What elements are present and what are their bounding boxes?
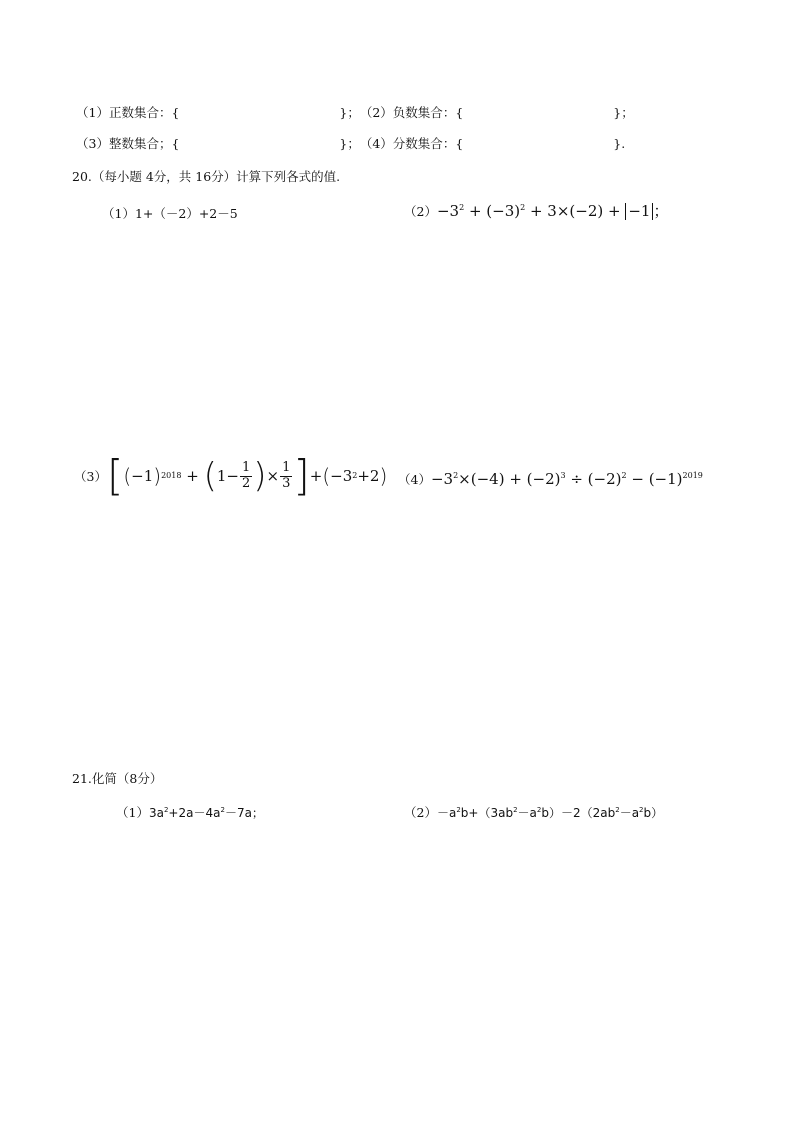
- exp-2019: 2019: [682, 471, 703, 480]
- q20-part-4-label: （4）: [398, 472, 431, 487]
- negative-set-end: }；: [613, 105, 634, 120]
- q20-part-2-label: （2）: [404, 204, 437, 219]
- q21-part-2-expr: $-a^2b+(3ab^2-a^2b)-2(2ab^2-a^2b)$: [436, 806, 664, 820]
- set-line-2: [76, 134, 625, 152]
- integer-set-end: }；: [339, 136, 360, 151]
- q20-part-4: [398, 470, 703, 488]
- integer-set-label: （3）整数集合；{: [76, 136, 180, 151]
- q21-part-2: [404, 803, 663, 821]
- set-line-1: [76, 103, 634, 121]
- positive-set-end: }；: [339, 105, 360, 120]
- q20-part-1-label: （1）: [102, 206, 135, 221]
- q20-part-1: [102, 204, 238, 222]
- q20-part-3-label: （3）: [74, 469, 107, 484]
- positive-set-label: （1）正数集合：{: [76, 105, 180, 120]
- q21-part-1: [116, 803, 264, 821]
- q21-part-1-label: （1）: [116, 805, 149, 820]
- q20-part-3: [74, 451, 388, 500]
- fraction-set-label: （4）分数集合：{: [359, 136, 464, 151]
- q20-part-4-expr: $-3^2\times(-4) + (-2)^3 \div (-2)^2 - (-1)^{2019}$: [430, 470, 703, 488]
- negative-set-label: （2）负数集合：{: [359, 105, 464, 120]
- q21-part-1-expr: $3a^2+2a-4a^2-7a$；: [148, 806, 264, 820]
- q21-part-2-label: （2）: [404, 805, 437, 820]
- q21-heading: 21.化简（8分）: [72, 771, 163, 786]
- q20-part-2: [404, 200, 668, 221]
- q20-part-3-expr: [ ( −1 ) 2018 + ( 1− $\frac{1}{2}$ ) × $\frac{1}{3}$ ] + ( −3 2 +2 ): [106, 451, 388, 500]
- fraction-set-end: }.: [613, 136, 626, 151]
- q20-part-1-expr: 1+（－2）+2－5: [134, 206, 238, 221]
- q20-part-2-expr: $-3^2 + (-3)^2 + 3\times(-2) + -1$ ；: [436, 202, 669, 220]
- q20-heading: 20.（每小题 4分，共 16分）计算下列各式的值.: [72, 169, 341, 184]
